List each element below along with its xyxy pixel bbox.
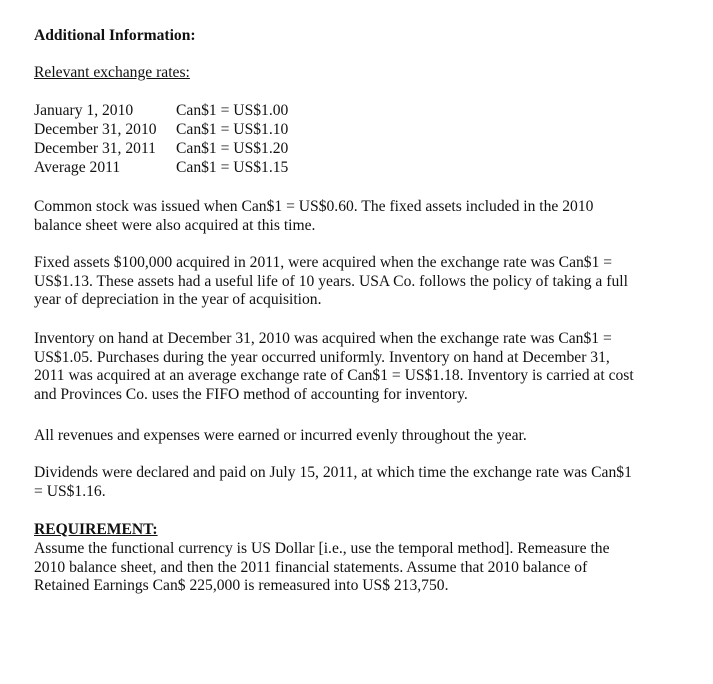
paragraph-dividends: Dividends were declared and paid on July 15, 2011, at which time the exchange rate was Can$1 = US$1.16. (34, 464, 632, 500)
requirement-text: Assume the functional currency is US Dollar [i.e., use the temporal method]. Remeasure the 2010 balance sheet, and then the 2011 financial statements. Assume that 2010 balance of Retained Earnings Can$ 225,000 is remeasured into US$ 213,750. (34, 540, 610, 595)
rates-heading: Relevant exchange rates: (34, 64, 190, 81)
rate-value: Can$1 = US$1.10 (176, 121, 289, 138)
rate-date: Average 2011 (34, 159, 121, 176)
section-heading: Additional Information: (34, 27, 196, 44)
rate-date: December 31, 2010 (34, 121, 157, 138)
requirement-title: REQUIREMENT: (34, 521, 158, 538)
rate-value: Can$1 = US$1.20 (176, 140, 289, 157)
rate-value: Can$1 = US$1.15 (176, 159, 289, 176)
rate-date: January 1, 2010 (34, 102, 134, 119)
paragraph-fixed-assets: Fixed assets $100,000 acquired in 2011, were acquired when the exchange rate was Can$1 = US$1.13. These assets had a useful life of 10 years. USA Co. follows the policy of taking a full year of depreciation in the year of acquisition. (34, 254, 628, 309)
paragraph-common-stock: Common stock was issued when Can$1 = US$0.60. The fixed assets included in the 2010 balance sheet were also acquired at this time. (34, 198, 594, 234)
rate-date: December 31, 2011 (34, 140, 156, 157)
paragraph-inventory: Inventory on hand at December 31, 2010 was acquired when the exchange rate was Can$1 = US$1.05. Purchases during the year occurred uniformly. Inventory on hand at December 31, 2011 was acquired at an average exchange rate of Can$1 = US$1.18. Inventory is carried at cost and Provinces Co. uses the FIFO method of accounting for inventory. (34, 330, 634, 403)
rate-value: Can$1 = US$1.00 (176, 102, 289, 119)
paragraph-revenues: All revenues and expenses were earned or incurred evenly throughout the year. (34, 427, 527, 444)
